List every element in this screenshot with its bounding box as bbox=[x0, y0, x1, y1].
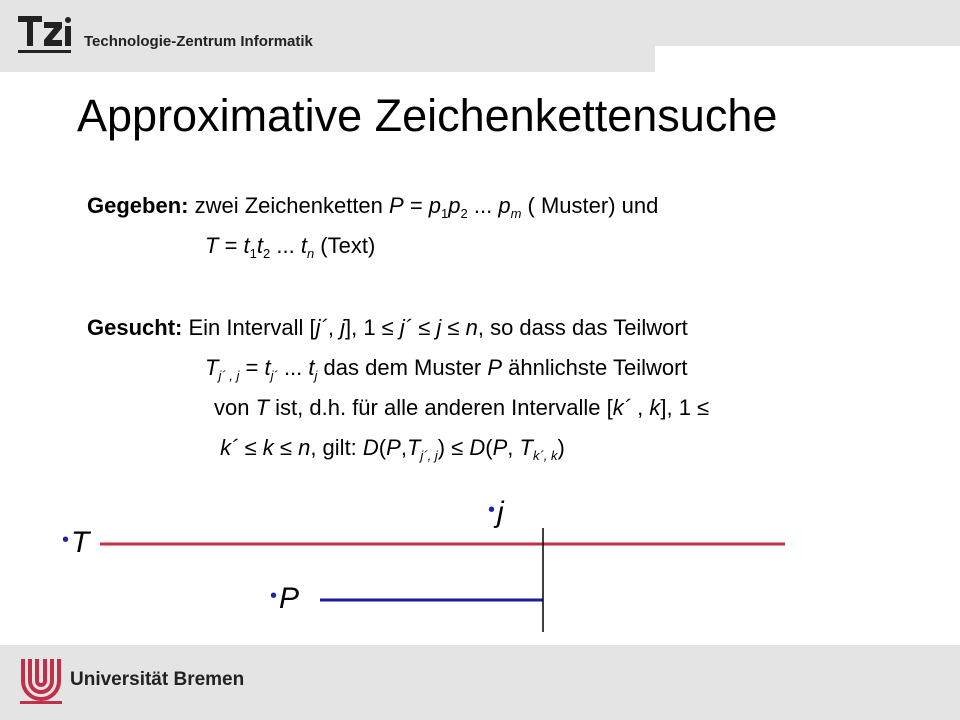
university-name: Universität Bremen bbox=[70, 669, 245, 690]
sought-line-3: von T ist, d.h. für alle anderen Intervalle [k´ , k], 1 ≤ bbox=[214, 395, 710, 420]
header-white-block bbox=[655, 46, 960, 72]
sought-line4-mid: , gilt: bbox=[310, 435, 363, 460]
given-text-2: ( Muster) und bbox=[521, 193, 659, 218]
given-label: Gegeben: bbox=[87, 193, 189, 218]
label-T: •T bbox=[62, 526, 90, 559]
label-j: •j bbox=[488, 496, 504, 529]
sought-line-4: k´ ≤ k ≤ n, gilt: $D(P,T_{j´, j}) \le D(P$, $T_{k´, k}$) bbox=[220, 435, 565, 463]
sought-text-2: , so dass das Teilwort bbox=[477, 315, 688, 340]
text-label: (Text) bbox=[314, 233, 376, 258]
diagram-lines bbox=[0, 490, 960, 640]
label-P: •P bbox=[270, 582, 300, 615]
slide-body bbox=[87, 186, 887, 468]
tzi-logo bbox=[18, 16, 74, 56]
given-text: zwei Zeichenketten bbox=[188, 193, 390, 218]
sought-line3-end: ist, d.h. für alle anderen Intervalle bbox=[269, 395, 607, 420]
sought-line3-start: von bbox=[214, 395, 256, 420]
text-definition-line: $T = t_1t_2$ ... $t_n$ (Text) bbox=[205, 233, 376, 261]
sought-line2-text: das dem Muster bbox=[323, 355, 488, 380]
slide-title: Approximative Zeichenkettensuche bbox=[77, 90, 778, 141]
university-logo bbox=[20, 657, 62, 705]
given-line: Gegeben: zwei Zeichenketten $P = p_1p_2$ ... $p_m$ ( Muster) und bbox=[87, 193, 659, 221]
sought-line2-end: ähnlichste Teilwort bbox=[502, 355, 688, 380]
sought-line: Gesucht: Ein Intervall [j´, j], 1 ≤ j´ ≤ j ≤ n, so dass das Teilwort bbox=[87, 315, 688, 340]
institute-name: Technologie-Zentrum Informatik bbox=[84, 33, 313, 50]
sought-label: Gesucht: bbox=[87, 315, 183, 340]
sought-line-2: $T_{j´ , j} = t_{j´}$ ... $t_j$ das dem Muster P ähnlichste Teilwort bbox=[205, 355, 688, 383]
interval-diagram bbox=[0, 490, 960, 640]
sought-text: Ein Intervall bbox=[182, 315, 310, 340]
